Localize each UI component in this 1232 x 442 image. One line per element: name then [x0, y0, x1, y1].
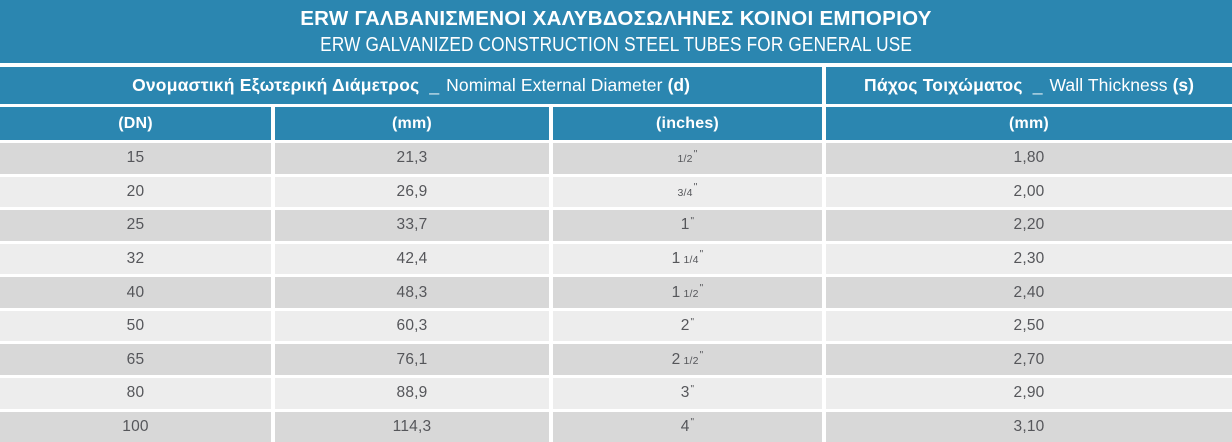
cell-dn: 100	[0, 412, 271, 442]
cell-diameter-inches	[553, 378, 822, 409]
column-header-inches: (inches)	[553, 107, 822, 140]
page-title-greek: ERW ΓΑΛΒΑΝΙΣΜΕΝΟΙ ΧΑΛΥΒΔΟΣΩΛΗΝΕΣ ΚΟΙΝΟΙ ΕΜΠΟΡΙΟΥ	[300, 6, 932, 30]
cell-outer-diameter-mm: 60,3	[275, 311, 549, 342]
cell-outer-diameter-mm: 48,3	[275, 277, 549, 308]
inches-fraction-part: 1/4	[683, 253, 699, 266]
group-header-english-label: Nomimal External Diameter	[446, 75, 663, 95]
cell-dn: 80	[0, 378, 271, 409]
column-header-wall-mm: (mm)	[826, 107, 1232, 140]
inches-whole-part: 2	[671, 350, 681, 368]
inches-fraction-part: 1/2	[683, 354, 699, 367]
inch-mark: "	[699, 350, 704, 362]
table-row	[0, 311, 1232, 342]
cell-outer-diameter-mm: 114,3	[275, 412, 549, 442]
cell-diameter-inches	[553, 412, 822, 442]
cell-outer-diameter-mm: 88,9	[275, 378, 549, 409]
table-row	[0, 177, 1232, 208]
cell-diameter-inches	[553, 311, 822, 342]
cell-wall-thickness-mm: 2,20	[826, 210, 1232, 241]
inches-whole-part: 4	[680, 417, 690, 435]
cell-dn: 20	[0, 177, 271, 208]
cell-dn: 25	[0, 210, 271, 241]
group-header-external-diameter	[0, 67, 822, 104]
cell-wall-thickness-mm: 3,10	[826, 412, 1232, 442]
cell-wall-thickness-mm: 2,70	[826, 344, 1232, 375]
table-row	[0, 378, 1232, 409]
cell-wall-thickness-mm: 2,30	[826, 244, 1232, 275]
inches-fraction-part: 1/2	[677, 153, 693, 166]
inches-fraction-part: 3/4	[677, 186, 693, 199]
inch-mark: "	[690, 316, 695, 328]
group-header-row	[0, 67, 1232, 104]
cell-outer-diameter-mm: 33,7	[275, 210, 549, 241]
table-body	[0, 143, 1232, 442]
group-header-english-label: Wall Thickness	[1049, 75, 1168, 95]
inch-mark: "	[699, 249, 704, 261]
table-row	[0, 143, 1232, 174]
cell-outer-diameter-mm: 76,1	[275, 344, 549, 375]
table-row	[0, 344, 1232, 375]
cell-outer-diameter-mm: 21,3	[275, 143, 549, 174]
table-row	[0, 412, 1232, 442]
inch-mark: "	[693, 148, 698, 160]
page-title-english: ERW GALVANIZED CONSTRUCTION STEEL TUBES FOR GENERAL USE	[320, 33, 912, 56]
cell-dn: 15	[0, 143, 271, 174]
cell-outer-diameter-mm: 26,9	[275, 177, 549, 208]
column-header-mm: (mm)	[275, 107, 549, 140]
group-header-symbol: (d)	[667, 75, 690, 95]
inches-whole-part: 1	[671, 283, 681, 301]
cell-wall-thickness-mm: 2,50	[826, 311, 1232, 342]
column-header-dn: (DN)	[0, 107, 271, 140]
cell-dn: 32	[0, 244, 271, 275]
inch-mark: "	[690, 215, 695, 227]
cell-dn: 50	[0, 311, 271, 342]
group-header-divider: _	[429, 75, 440, 95]
cell-diameter-inches	[553, 277, 822, 308]
cell-diameter-inches	[553, 210, 822, 241]
cell-dn: 40	[0, 277, 271, 308]
cell-diameter-inches	[553, 177, 822, 208]
group-header-greek-label: Πάχος Τοιχώματος	[864, 75, 1023, 95]
inches-whole-part: 3	[680, 384, 690, 402]
group-header-symbol: (s)	[1172, 75, 1194, 95]
cell-wall-thickness-mm: 2,40	[826, 277, 1232, 308]
inches-whole-part: 1	[680, 216, 690, 234]
cell-dn: 65	[0, 344, 271, 375]
inches-whole-part: 1	[671, 249, 681, 267]
title-banner	[0, 0, 1232, 63]
cell-diameter-inches	[553, 344, 822, 375]
table-row	[0, 244, 1232, 275]
inch-mark: "	[690, 417, 695, 429]
cell-diameter-inches	[553, 244, 822, 275]
cell-diameter-inches	[553, 143, 822, 174]
table-row	[0, 210, 1232, 241]
cell-wall-thickness-mm: 2,90	[826, 378, 1232, 409]
inch-mark: "	[690, 383, 695, 395]
group-header-greek-label: Ονομαστική Εξωτερική Διάμετρος	[132, 75, 420, 95]
cell-wall-thickness-mm: 1,80	[826, 143, 1232, 174]
inches-whole-part: 2	[680, 317, 690, 335]
inch-mark: "	[693, 182, 698, 194]
inches-fraction-part: 1/2	[683, 287, 699, 300]
column-header-row	[0, 107, 1232, 140]
cell-wall-thickness-mm: 2,00	[826, 177, 1232, 208]
inch-mark: "	[699, 283, 704, 295]
group-header-wall-thickness	[826, 67, 1232, 104]
group-header-divider: _	[1032, 75, 1043, 95]
table-row	[0, 277, 1232, 308]
cell-outer-diameter-mm: 42,4	[275, 244, 549, 275]
